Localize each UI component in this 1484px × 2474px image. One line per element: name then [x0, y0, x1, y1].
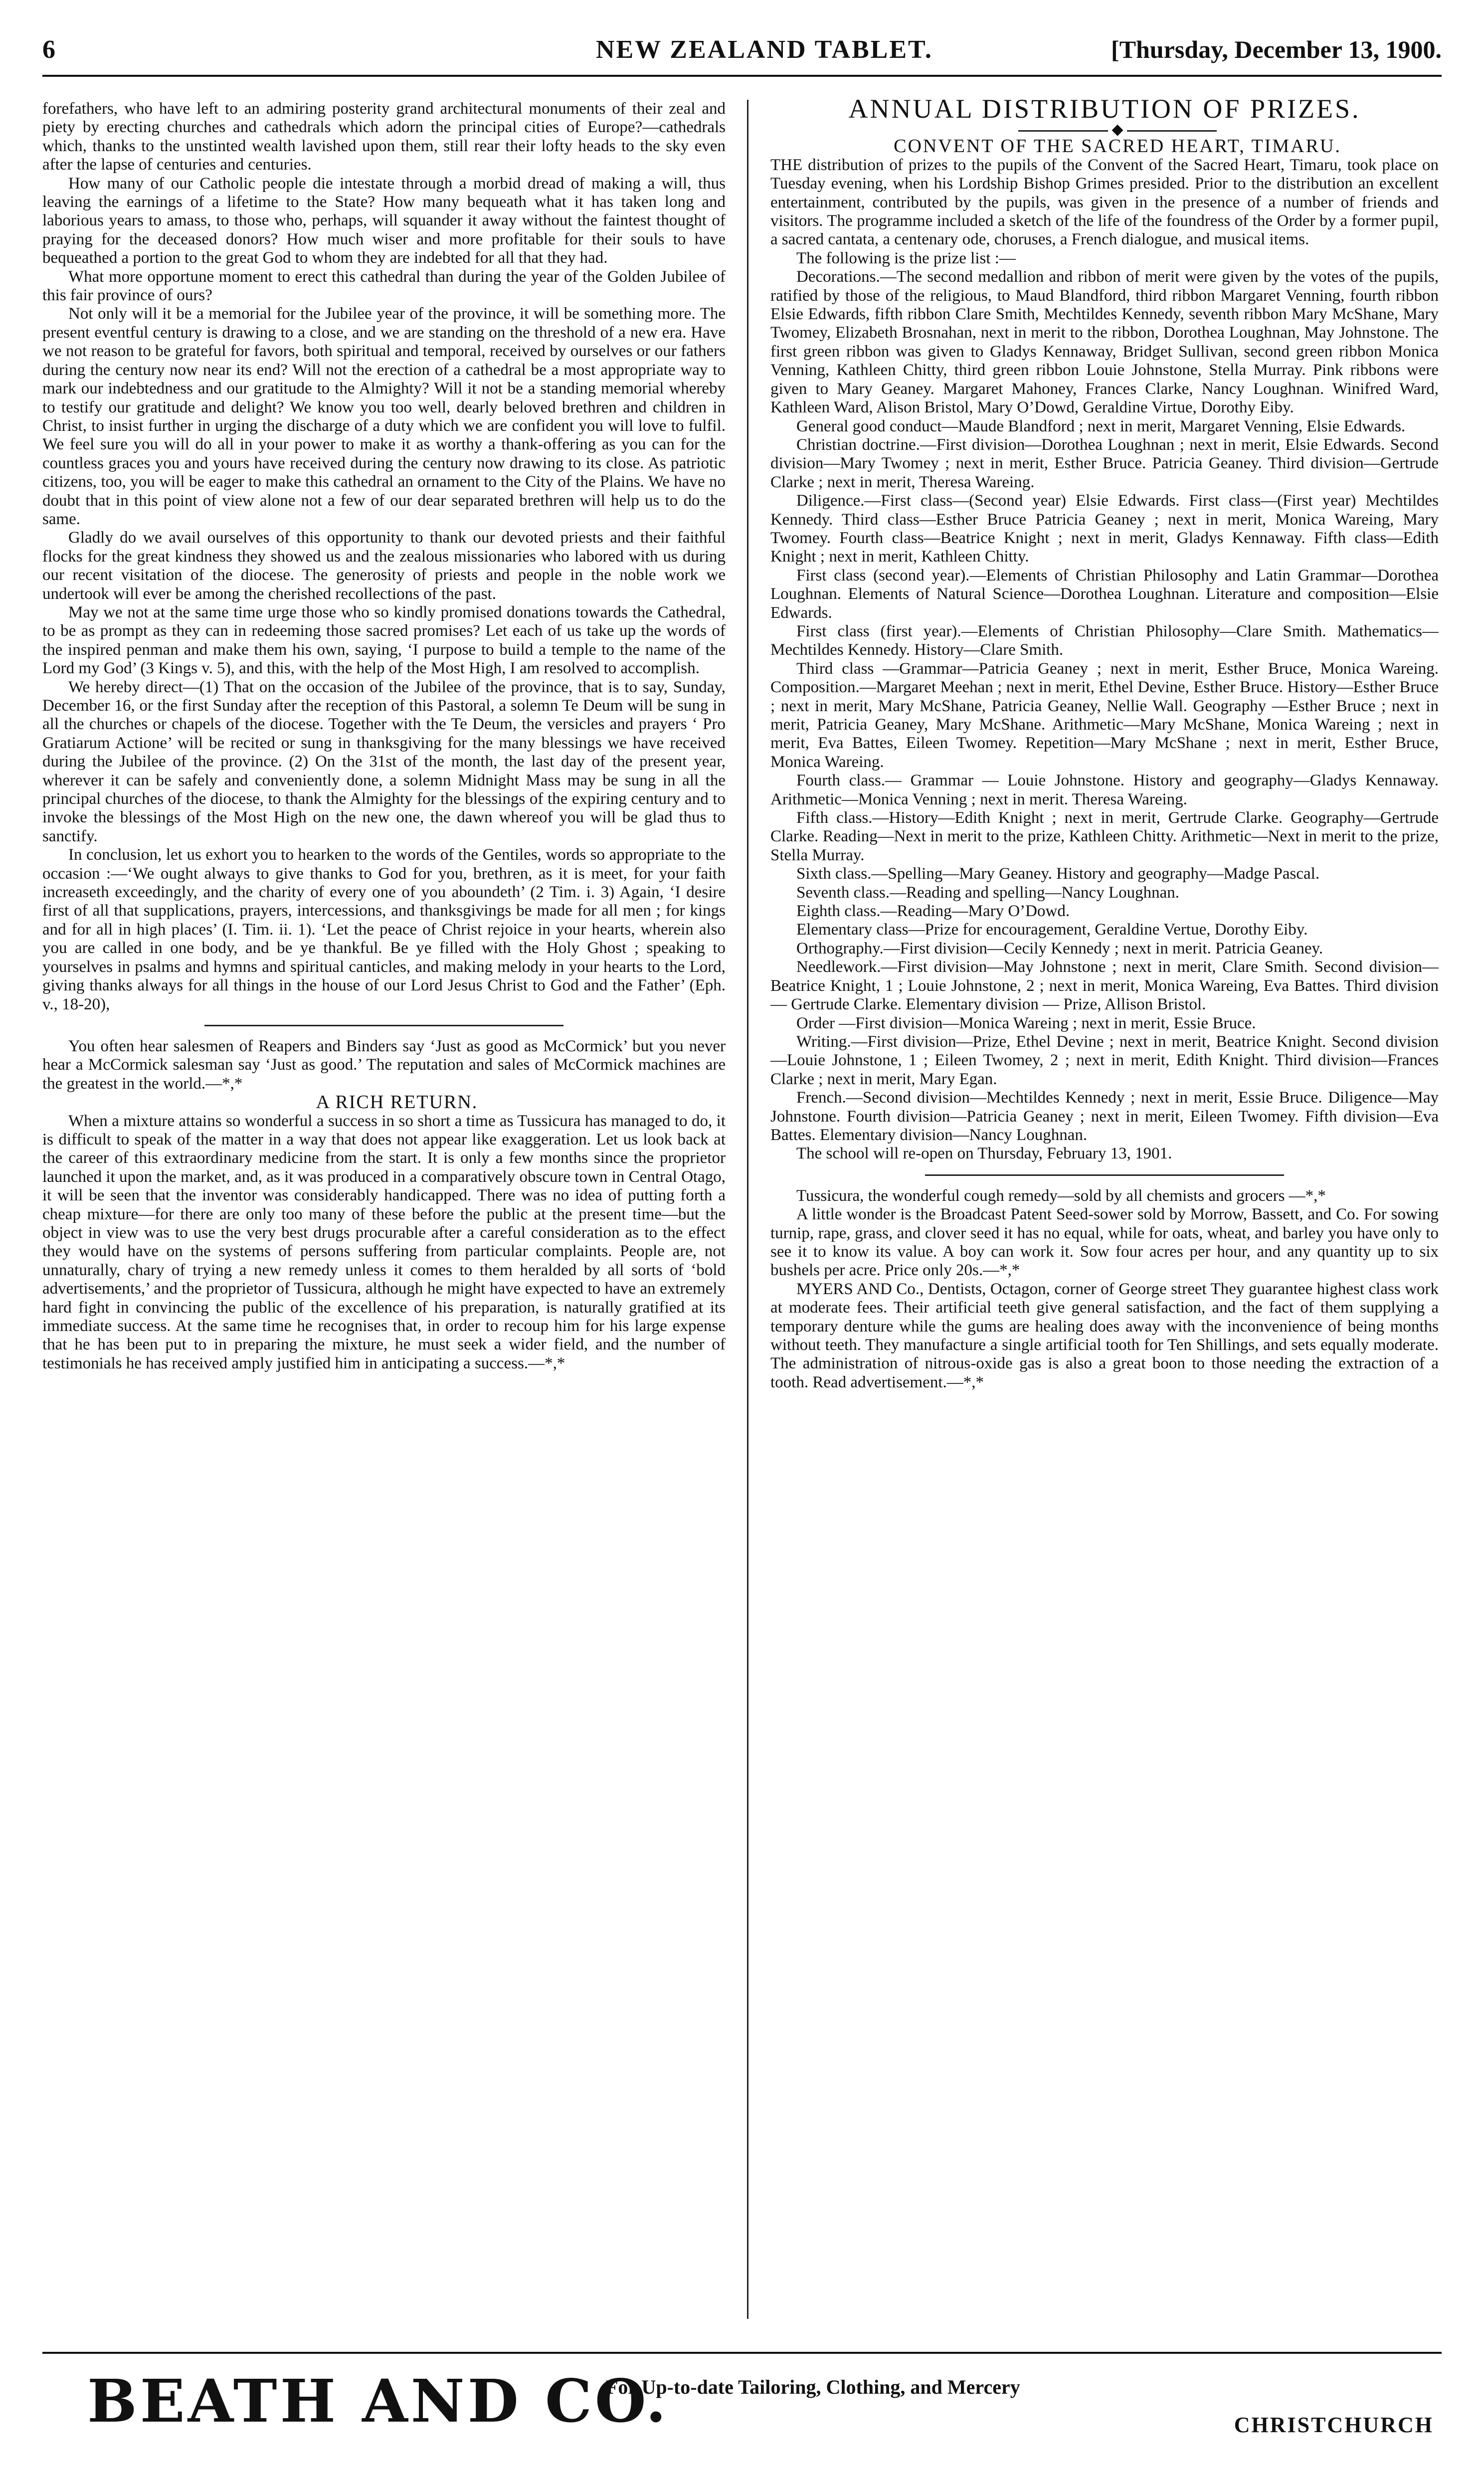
- advertiser-name: BEATH AND CO.: [87, 2366, 669, 2436]
- column-divider: [747, 100, 748, 2319]
- article-paragraph: forefathers, who have left to an admiring posterity grand architectural monuments of their zeal and piety by erecting churches and cathedrals which adorn the principal cities of Europe?—cathedrals which, thanks to the unstinted wealth lavished upon them, still rear their lofty heads to the sky even after the lapse of centuries and centuries.: [42, 100, 726, 174]
- seed-sower-notice: A little wonder is the Broadcast Patent Seed-sower sold by Morrow, Bassett, and Co. For sowing turnip, rape, grass, and clover seed it has no equal, while for oats, wheat, and barley you have only to see it to know its value. A boy can work it. Sow four acres per hour, and any quantity up to six bushels per acre. Price only 20s.—*,*: [770, 1205, 1439, 1280]
- prize-paragraph: Fifth class.—History—Edith Knight ; next in merit, Gertrude Clarke. Geography—Gertrude Clarke. Reading—Next in merit to the prize, Kathleen Chitty. Arithmetic—Next in merit to the prize, Stella Murray.: [770, 809, 1439, 864]
- prize-paragraph: First class (second year).—Elements of Christian Philosophy and Latin Grammar—Dorothea Loughnan. Elements of Natural Science—Dorothea Loughnan. Literature and composition—Elsie Edwards.: [770, 566, 1439, 622]
- section-divider: [204, 1025, 563, 1026]
- prize-paragraph: Fourth class.— Grammar — Louie Johnstone. History and geography—Gladys Kennaway. Arithmetic—Monica Venning ; next in merit. Theresa Wareing.: [770, 771, 1439, 808]
- article-paragraph: What more opportune moment to erect this cathedral than during the year of the Golden Jubilee of this fair province of ours?: [42, 267, 726, 305]
- prize-paragraph: Writing.—First division—Prize, Ethel Devine ; next in merit, Beatrice Knight. Second division—Louie Johnstone, 1 ; Eileen Twomey, 2 ; next in merit, Edith Knight. Third division—Frances Clarke ; next in merit, Mary Egan.: [770, 1032, 1439, 1088]
- dentists-notice: MYERS AND Co., Dentists, Octagon, corner of George street They guarantee highest class work at moderate fees. Their artificial teeth give general satisfaction, and the fact of them supplying a temporary denture while the gums are healing does away with the inconvenience of being months without teeth. They manufacture a single artificial tooth for Ten Shillings, and sets equally moderate. The administration of nitrous-oxide gas is also a great boon to those needing the extraction of a tooth. Read advertisement.—*,*: [770, 1280, 1439, 1391]
- prize-paragraph: Sixth class.—Spelling—Mary Geaney. History and geography—Madge Pascal.: [796, 865, 1320, 883]
- issue-date: [Thursday, December 13, 1900.: [1111, 35, 1442, 63]
- prizes-section-title: ANNUAL DISTRIBUTION OF PRIZES.: [848, 100, 1361, 124]
- page-number: 6: [42, 35, 55, 64]
- footer-advertisement: [87, 2366, 1434, 2446]
- article-paragraph: In conclusion, let us exhort you to hearken to the words of the Gentiles, words so appropriate to the occasion :—‘We ought always to give thanks to God for you, brethren, as it is meet, for your faith increaseth exceedingly, and the charity of every one of you aboundeth’ (2 Tim. i. 3) Again, ‘I desire first of all that supplications, prayers, intercessions, and thanksgivings be made for all men ; for kings and for all in high places’ (I. Tim. ii. 1). ‘Let the peace of Christ rejoice in your hearts, wherein also you are called in one body, and be ye thankful. Be ye filled with the Holy Ghost ; speaking to yourselves in psalms and hymns and spiritual canticles, and making melody in your hearts to the Lord, giving thanks always for all things in the house of our Lord Jesus Christ to God and the Father’ (Eph. v., 18-20),: [42, 846, 726, 1013]
- prize-paragraph: THE distribution of prizes to the pupils of the Convent of the Sacred Heart, Timaru, took place on Tuesday evening, when his Lordship Bishop Grimes presided. Prior to the distribution an excellent entertainment, contributed by the pupils, was given in the presence of a number of friends and visitors. The programme included a sketch of the life of the foundress of the Order by a former pupil, a sacred cantata, a centenary ode, choruses, a French dialogue, and musical items.: [770, 156, 1439, 249]
- prize-paragraph: Third class —Grammar—Patricia Geaney ; next in merit, Esther Bruce, Monica Wareing. Composition.—Margaret Meehan ; next in merit, Ethel Devine, Esther Bruce. History—Esther Bruce ; next in merit, Mary McShane, Patricia Geaney, Nellie Wall. Geography —Esther Bruce ; next in merit, Patricia Geaney, Mary McShane. Arithmetic—Mary McShane, Monica Wareing ; next in merit, Eva Battes, Eileen Twomey. Repetition—Mary McShane ; next in merit, Esther Bruce, Monica Wareing.: [770, 659, 1439, 771]
- prize-paragraph: The school will re-open on Thursday, February 13, 1901.: [796, 1144, 1172, 1163]
- prize-paragraph: Diligence.—First class—(Second year) Elsie Edwards. First class—(First year) Mechtildes Kennedy. Third class—Esther Bruce Patricia Geaney ; next in merit, Monica Wareing, Mary Twomey. Fourth class—Beatrice Knight ; next in merit, Gladys Kennaway. Fifth class—Edith Knight ; next in merit, Kathleen Chitty.: [770, 492, 1439, 566]
- prize-paragraph: Order —First division—Monica Wareing ; next in merit, Essie Bruce.: [796, 1014, 1256, 1032]
- prize-paragraph: The following is the prize list :—: [796, 249, 1016, 267]
- mccormick-notice: You often hear salesmen of Reapers and Binders say ‘Just as good as McCormick’ but you never hear a McCormick salesman say ‘Just as good.’ The reputation and sales of McCormick machines are the greatest in the world.—*,*: [42, 1037, 726, 1093]
- prize-paragraph: Seventh class.—Reading and spelling—Nancy Loughnan.: [796, 883, 1180, 902]
- advertiser-city: CHRISTCHURCH: [1234, 2413, 1434, 2437]
- footer-rule: [42, 2352, 1442, 2354]
- prize-paragraph: Elementary class—Prize for encouragement, Geraldine Vertue, Dorothy Eiby.: [796, 921, 1308, 939]
- article-paragraph: Gladly do we avail ourselves of this opportunity to thank our devoted priests and their faithful flocks for the great kindness they showed us and the zealous missionaries who labored with us during our recent visitation of the diocese. The generosity of priests and people in the noble work we undertook will ever be among the cherished recollections of the past.: [42, 529, 726, 603]
- article-paragraph: Not only will it be a memorial for the Jubilee year of the province, it will be something more. The present eventful century is drawing to a close, and we are standing on the threshold of a new era. Have we not reason to be grateful for favors, both spiritual and temporal, received by ourselves or our fathers during the century now near its end? Will not the erection of a cathedral be a most appropriate way to mark our indebtedness and our gratitude to the Almighty? Will it not be a standing memorial whereby to testify our gratitude and delight? We know you too well, dearly beloved brethren and children in Christ, to insist further in urging the discharge of a duty which we are confident you will love to fulfil. We feel sure you will do all in your power to make it as worthy a thank-offering as you can for the countless graces you and yours have received during the century now drawing to its close. As patriotic citizens, too, you will be eager to make this cathedral an ornament to the City of the Plains. We have no doubt that in this point of view alone not a few of our dear separated brethren will help us to do the same.: [42, 305, 726, 528]
- section-divider: [925, 1174, 1284, 1176]
- left-column: [42, 100, 726, 2334]
- rich-return-title: A RICH RETURN.: [316, 1092, 478, 1113]
- prizes-section-subtitle: CONVENT OF THE SACRED HEART, TIMARU.: [894, 136, 1341, 157]
- page-header: [42, 35, 1442, 77]
- prize-paragraph: Needlework.—First division—May Johnstone ; next in merit, Clare Smith. Second division—Beatrice Knight, 1 ; Louie Johnstone, 2 ; next in merit, Monica Wareing, Eva Battes. Third division — Gertrude Clarke. Elementary division — Prize, Allison Bristol.: [770, 958, 1439, 1014]
- tussicura-notice: Tussicura, the wonderful cough remedy—sold by all chemists and grocers —*,*: [796, 1186, 1326, 1205]
- ornament-divider: ◆: [770, 122, 1439, 137]
- right-column: [770, 100, 1439, 2334]
- prize-paragraph: Decorations.—The second medallion and ribbon of merit were given by the votes of the pupils, ratified by those of the religious, to Maud Blandford, third ribbon Margaret Venning, fourth ribbon Elsie Edwards, fifth ribbon Clare Smith, Mechtildes Kennedy, seventh ribbon Mary McShane, Mary Twomey, Elizabeth Brosnahan, next in merit to the ribbon, Dorothea Loughnan, May Johnstone. The first green ribbon was given to Gladys Kennaway, Bridget Sullivan, second green ribbon Monica Venning, Kathleen Chitty, third green ribbon Louie Johnstone, Stella Murray. Pink ribbons were given to Mary Geaney. Margaret Mahoney, Frances Clarke, Nancy Loughnan. Winifred Ward, Kathleen Ward, Alison Bristol, Mary O’Dowd, Geraldine Virtue, Dorothy Eiby.: [770, 268, 1439, 417]
- article-paragraph: How many of our Catholic people die intestate through a morbid dread of making a will, thus leaving the earnings of a lifetime to the State? How many bequeath what it has taken long and laborious years to amass, to those who, perhaps, will squander it away without the faintest thought of praying for the deceased donors? How much wiser and more profitable for their souls to have bequeathed a portion to the great God to whom they are indebted for all that they had.: [42, 174, 726, 267]
- advertiser-tagline: For Up-to-date Tailoring, Clothing, and Mercery: [606, 2376, 1020, 2398]
- prize-paragraph: French.—Second division—Mechtildes Kennedy ; next in merit, Essie Bruce. Diligence—May Johnstone. Fourth division—Patricia Geaney ; next in merit, Eileen Twomey. Fifth division—Eva Battes. Elementary division—Nancy Loughnan.: [770, 1089, 1439, 1144]
- prize-paragraph: General good conduct—Maude Blandford ; next in merit, Margaret Venning, Elsie Edwards.: [796, 417, 1406, 435]
- article-paragraph: We hereby direct—(1) That on the occasion of the Jubilee of the province, that is to say, Sunday, December 16, or the first Sunday after the reception of this Pastoral, a solemn Te Deum will be sung in all the churches or chapels of the diocese. Together with the Te Deum, the versicles and prayers ‘ Pro Gratiarum Actione’ will be recited or sung in thanksgiving for the many blessings we have received during the Jubilee of the province. (2) On the 31st of the month, the last day of the present year, wherever it can be safely and conveniently done, a solemn Midnight Mass may be sung in all the principal churches of the diocese, to thank the Almighty for the blessings of the expiring century and to invoke the blessings of the Most High on the new one, the dawn whereof you will be glad thus to sanctify.: [42, 678, 726, 845]
- prize-paragraph: First class (first year).—Elements of Christian Philosophy—Clare Smith. Mathematics—Mechtildes Kennedy. History—Clare Smith.: [770, 622, 1439, 659]
- publication-name: NEW ZEALAND TABLET.: [596, 35, 933, 64]
- article-paragraph: May we not at the same time urge those who so kindly promised donations towards the Cathedral, to be as prompt as they can in redeeming those sacred promises? Let each of us take up the words of the inspired penman and make them his own, saying, ‘I purpose to build a temple to the name of the Lord my God’ (3 Kings v. 5), and this, with the help of the Most High, I am resolved to accomplish.: [42, 603, 726, 678]
- prize-paragraph: Christian doctrine.—First division—Dorothea Loughnan ; next in merit, Elsie Edwards. Second division—Mary Twomey ; next in merit, Esther Bruce. Patricia Geaney. Third division—Gertrude Clarke ; next in merit, Theresa Wareing.: [770, 435, 1439, 491]
- prize-paragraph: Eighth class.—Reading—Mary O’Dowd.: [796, 902, 1070, 921]
- prize-paragraph: Orthography.—First division—Cecily Kennedy ; next in merit. Patricia Geaney.: [796, 939, 1323, 957]
- rich-return-text: When a mixture attains so wonderful a success in so short a time as Tussicura has managed to do, it is difficult to speak of the matter in a way that does not appear like exaggeration. Let us look back at the career of this extraordinary medicine from the start. It is only a few months since the proprietor launched it upon the market, and, as it was produced in a comparatively obscure town in Central Otago, it will be seen that the inventor was considerably handicapped. There was no idea of putting forth a cheap mixture—for there are only too many of these before the public at the present time—but the object in view was to use the very best drugs procurable after a careful consideration as to the effect they would have on the systems of persons suffering from particular complaints. People are, not unnaturally, chary of trying a new remedy unless it comes to them heralded by all sorts of ‘bold advertisements,’ and the proprietor of Tussicura, although he might have expected to have an extremely hard fight in convincing the public of the excellence of his preparation, is naturally gratified at its immediate success. At the same time he recognises that, in order to recoup him for his large expense that he has been put to in preparing the mixture, he must seek a wider field, and the number of testimonials he has received amply justified him in anticipating a success.—*,*: [42, 1112, 726, 1372]
